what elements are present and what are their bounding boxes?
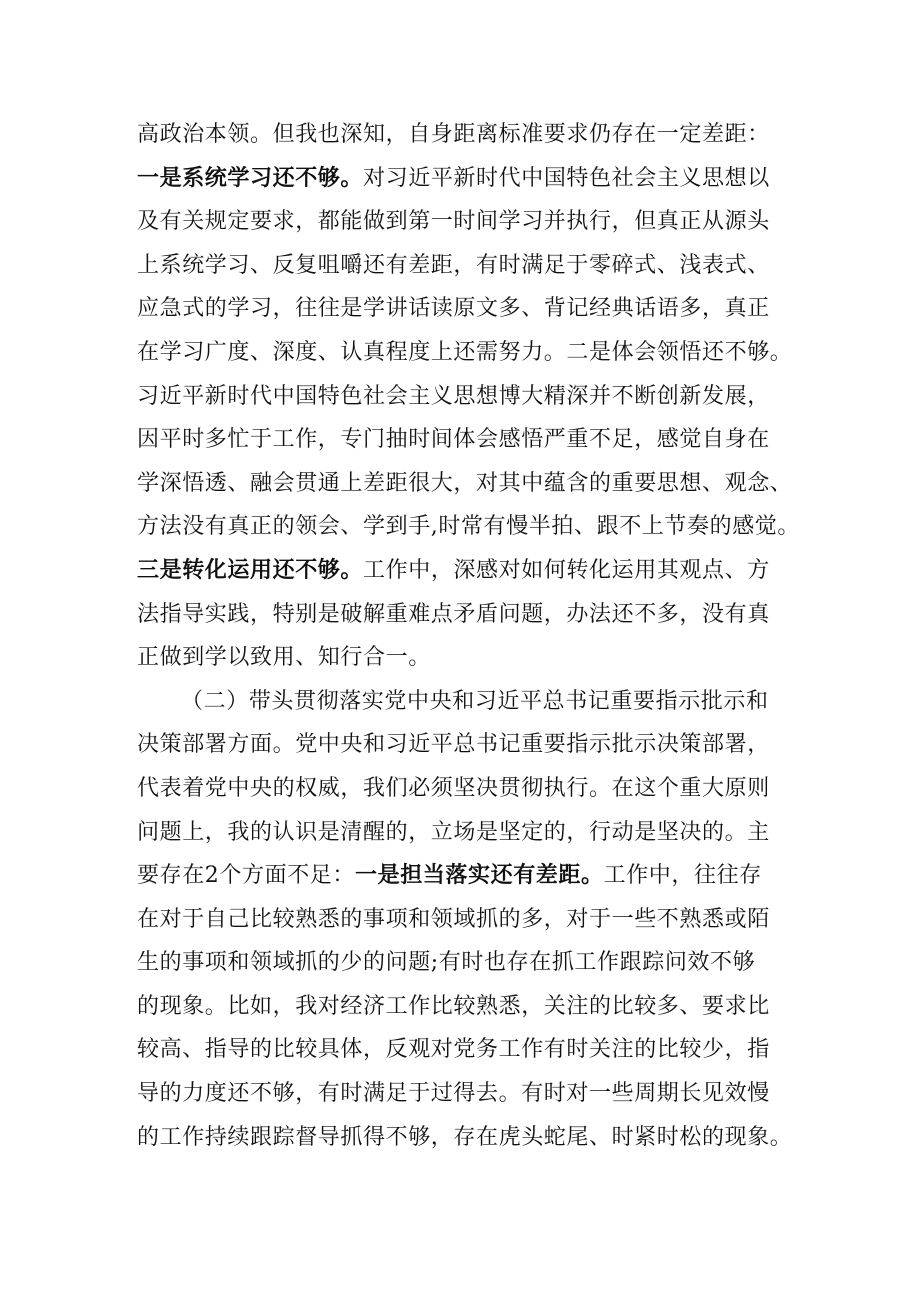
text-run: 问题上，我的认识是清醒的，立场是坚定的，行动是坚决的。主: [137, 819, 770, 845]
text-line: [137, 200, 805, 244]
text-line: [137, 985, 805, 1029]
text-run: 要存在2个方面不足：: [137, 863, 355, 889]
bold-heading: 三是转化运用还不够。: [137, 556, 364, 583]
text-run: 对习近平新时代中国特色社会主义思想以: [363, 165, 770, 191]
text-line: [137, 941, 805, 985]
bold-heading: 一是系统学习还不够。: [137, 164, 364, 191]
text-run: 及有关规定要求，都能做到第一时间学习并执行，但真正从源头: [137, 209, 770, 235]
text-run: 在对于自己比较熟悉的事项和领域抓的多，对于一些不熟悉或陌: [137, 906, 770, 932]
text-run: 决策部署方面。党中央和习近平总书记重要指示批示决策部署，: [137, 732, 770, 758]
text-line: [137, 331, 805, 375]
text-run: 应急式的学习，往往是学讲话读原文多、背记经典话语多，真正: [137, 296, 770, 322]
text-run: 较高、指导的比较具体，反观对党务工作有时关注的比较少，指: [137, 1037, 770, 1063]
text-run: 因平时多忙于工作，专门抽时间体会感悟严重不足，感觉自身在: [137, 427, 770, 453]
text-run: 在学习广度、深度、认真程度上还需努力。二是体会领悟还不够。: [137, 339, 793, 365]
text-run: 代表着党中央的权威，我们必须坚决贯彻执行。在这个重大原则: [137, 775, 770, 801]
text-line: [137, 723, 805, 767]
text-line: [137, 375, 805, 419]
text-run: 习近平新时代中国特色社会主义思想博大精深并不断创新发展，: [137, 383, 770, 409]
text-line: [137, 113, 805, 157]
text-run: 工作中，往往存: [603, 863, 762, 889]
text-line: [137, 898, 805, 942]
text-line: [137, 462, 805, 506]
text-line: [137, 767, 805, 811]
section-heading-line: [137, 680, 805, 724]
text-line: [137, 1072, 805, 1116]
text-line: [137, 811, 805, 855]
text-run: 工作中，深感对如何转化运用其观点、方: [363, 557, 770, 583]
text-run: 正做到学以致用、知行合一。: [137, 645, 431, 671]
text-line: [137, 287, 805, 331]
document-body: [137, 113, 805, 1159]
text-line: [137, 505, 805, 549]
text-line: [137, 1028, 805, 1072]
text-run: 法指导实践，特别是破解重难点矛盾问题，办法还不多，没有真: [137, 601, 770, 627]
text-line: [137, 418, 805, 462]
text-run: 的工作持续跟踪督导抓得不够，存在虎头蛇尾、时紧时松的现象。: [137, 1124, 793, 1150]
text-run: 方法没有真正的领会、学到手,时常有慢半拍、跟不上节奏的感觉。: [137, 514, 800, 540]
bold-heading: 一是担当落实还有差距。: [355, 862, 604, 889]
text-run: 导的力度还不够，有时满足于过得去。有时对一些周期长见效慢: [137, 1081, 770, 1107]
text-line: [137, 1116, 805, 1160]
text-run: 的现象。比如，我对经济工作比较熟悉，关注的比较多、要求比: [137, 993, 770, 1019]
text-line: [137, 854, 805, 898]
text-run: 生的事项和领域抓的少的问题;有时也存在抓工作跟踪问效不够: [137, 950, 756, 976]
text-line: [137, 636, 805, 680]
text-line: [137, 593, 805, 637]
text-run: 高政治本领。但我也深知，自身距离标准要求仍存在一定差距：: [137, 122, 770, 147]
text-line: [137, 157, 805, 201]
text-run: 上系统学习、反复咀嚼还有差距，有时满足于零碎式、浅表式、: [137, 252, 770, 278]
text-run: 学深悟透、融会贯通上差距很大，对其中蕴含的重要思想、观念、: [137, 470, 793, 496]
text-line: [137, 244, 805, 288]
text-run: （二）带头贯彻落实党中央和习近平总书记重要指示批示和: [181, 688, 769, 714]
text-line: [137, 549, 805, 593]
